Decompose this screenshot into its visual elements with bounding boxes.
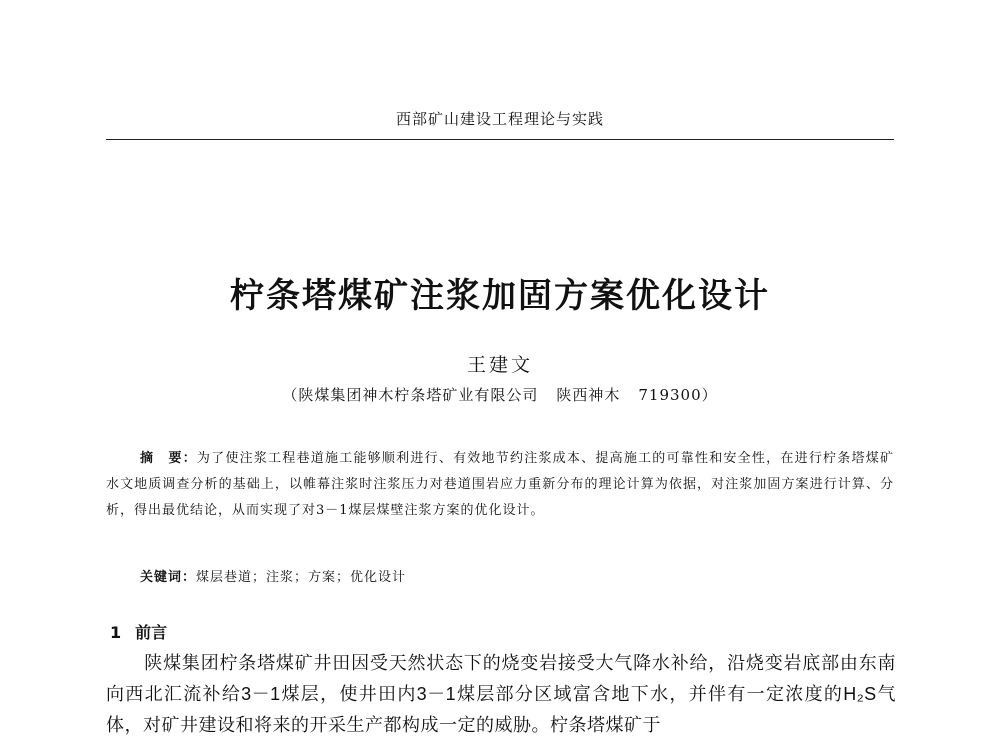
author-name: 王建文 <box>466 354 533 376</box>
abstract-label: 摘 要： <box>140 451 197 466</box>
affiliation-close: ） <box>701 386 718 404</box>
keywords-text: 煤层巷道；注浆；方案；优化设计 <box>196 570 407 585</box>
affiliation-postcode: 719300 <box>638 386 702 404</box>
affiliation-place: 陕西神木 <box>556 386 621 404</box>
affiliation <box>0 384 1000 405</box>
section-heading <box>110 620 167 643</box>
section-body <box>106 648 896 741</box>
affiliation-open: （ <box>282 386 299 404</box>
header-rule <box>106 139 894 140</box>
article-title: 柠条塔煤矿注浆加固方案优化设计 <box>230 276 770 316</box>
section-number: 1 <box>110 623 122 642</box>
section-body-text: 陕煤集团柠条塔煤矿井田因受天然状态下的烧变岩接受大气降水补给，沿烧变岩底部由东南向西北汇流补给3－1煤层，使井田内3－1煤层部分区域富含地下水，并伴有一定浓度的H₂S气体，对矿井建设和将来的开采生产都构成一定的威胁。柠条塔煤矿于 <box>106 653 896 735</box>
abstract <box>106 446 894 524</box>
running-head: 西部矿山建设工程理论与实践 <box>395 110 604 128</box>
section-title: 前言 <box>135 623 168 642</box>
keywords <box>140 566 406 585</box>
keywords-label: 关键词： <box>140 570 197 585</box>
abstract-text: 为了使注浆工程巷道施工能够顺利进行、有效地节约注浆成本、提高施工的可靠性和安全性，在进行柠条塔煤矿水文地质调查分析的基础上，以帷幕注浆时注浆压力对巷道围岩应力重新分布的理论计算为依据，对注浆加固方案进行计算、分析，得出最优结论，从而实现了对3－1煤层煤壁注浆方案的优化设计。 <box>106 451 894 518</box>
affiliation-org: 陕煤集团神木柠条塔矿业有限公司 <box>298 386 539 404</box>
